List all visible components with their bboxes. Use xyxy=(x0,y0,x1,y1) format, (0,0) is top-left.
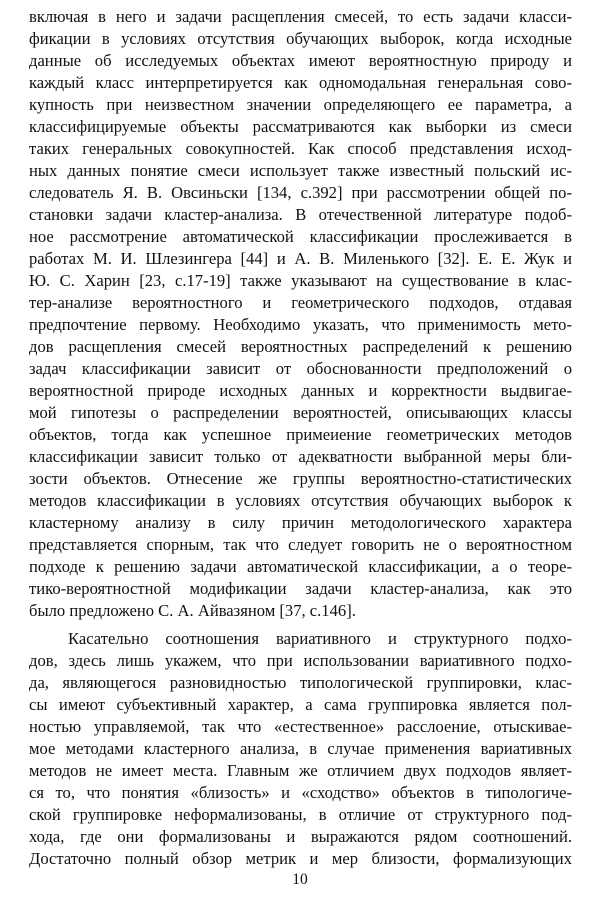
text-line: зости объектов. Отнесение же группы вероятностно-статистических xyxy=(29,469,572,488)
text-line: дов, здесь лишь укажем, что при использовании вариативного подхо- xyxy=(29,651,572,670)
text-line: задач классификации зависит от обоснованности предположений о xyxy=(29,359,572,378)
text-line: тер-анализе вероятностного и геометрического подходов, отдавая xyxy=(29,293,572,312)
text-line: ное рассмотрение автоматической классификации прослеживается в xyxy=(29,227,572,246)
text-line: данные об исследуемых объектах имеют вероятностную природу и xyxy=(29,51,572,70)
paragraph-last-line: было предложено С. А. Айвазяном [37, с.146]. xyxy=(29,601,356,620)
text-line: таких генеральных совокупностей. Как способ представления исход- xyxy=(29,139,572,158)
text-line: представляется спорным, так что следует говорить не о вероятностном xyxy=(29,535,572,554)
text-line: тико-вероятностной модификации задачи кластер-анализа, как это xyxy=(29,579,572,598)
paragraph-first-line: Касательно соотношения вариативного и структурного подхо- xyxy=(68,629,572,648)
text-line: включая в него и задачи расщепления смесей, то есть задачи класси- xyxy=(29,7,572,26)
text-line: работах М. И. Шлезингера [44] и А. В. Миленького [32]. Е. Е. Жук и xyxy=(29,249,572,268)
text-line: Ю. С. Харин [23, с.17-19] также указывают на существование в клас- xyxy=(29,271,572,290)
text-line: классифицируемые объекты рассматриваются как выборки из смеси xyxy=(29,117,572,136)
text-line: дов расщепления смесей вероятностных распределений к решению xyxy=(29,337,572,356)
text-line: купность при неизвестном значении определяющего ее параметра, а xyxy=(29,95,572,114)
text-line: фикации в условиях отсутствия обучающих выборок, когда исходные xyxy=(29,29,572,48)
text-line: методов не имеет места. Главным же отличием двух подходов являет- xyxy=(29,761,572,780)
text-line: становки задачи кластер-анализа. В отечественной литературе подоб- xyxy=(29,205,572,224)
page-number: 10 xyxy=(292,871,308,888)
text-line: хода, где они формализованы и выражаются рядом соотношений. xyxy=(29,827,572,846)
text-line: мой гипотезы о распределении вероятностей, описывающих классы xyxy=(29,403,572,422)
text-line: вероятностной природе исходных данных и корректности выдвигае- xyxy=(29,381,572,400)
text-line: объектов, тогда как успешное примеиение геометрических методов xyxy=(29,425,572,444)
text-line: ской группировке неформализованы, в отличие от структурного под- xyxy=(29,805,572,824)
text-line: следователь Я. В. Овсиньски [134, с.392] при рассмотрении общей по- xyxy=(29,183,572,202)
text-line: методов классификации в условиях отсутствия обучающих выборок к xyxy=(29,491,572,510)
text-line: ся то, что понятия «близость» и «сходство» объектов в типологиче- xyxy=(29,783,572,802)
text-line: классификации зависит только от адекватности выбранной меры бли- xyxy=(29,447,572,466)
text-line: предпочтение первому. Необходимо указать, что применимость мето- xyxy=(29,315,572,334)
text-line: каждый класс интерпретируется как одномодальная генеральная сово- xyxy=(29,73,572,92)
text-line: кластерному анализу в силу причин методологического характера xyxy=(29,513,572,532)
text-line: сы имеют субъективный характер, а сама группировка является пол- xyxy=(29,695,572,714)
text-line: мое методами кластерного анализа, в случае применения вариативных xyxy=(29,739,572,758)
text-line: ностью управляемой, так что «естественное» расслоение, отыскивае- xyxy=(29,717,572,736)
text-line: подходе к решению задачи автоматической классификации, а о теоре- xyxy=(29,557,572,576)
text-line: Достаточно полный обзор метрик и мер близости, формализующих xyxy=(29,849,572,868)
text-line: да, являющегося разновидностью типологической группировки, клас- xyxy=(29,673,572,692)
text-line: ных данных понятие смеси использует также известный польский ис- xyxy=(29,161,572,180)
